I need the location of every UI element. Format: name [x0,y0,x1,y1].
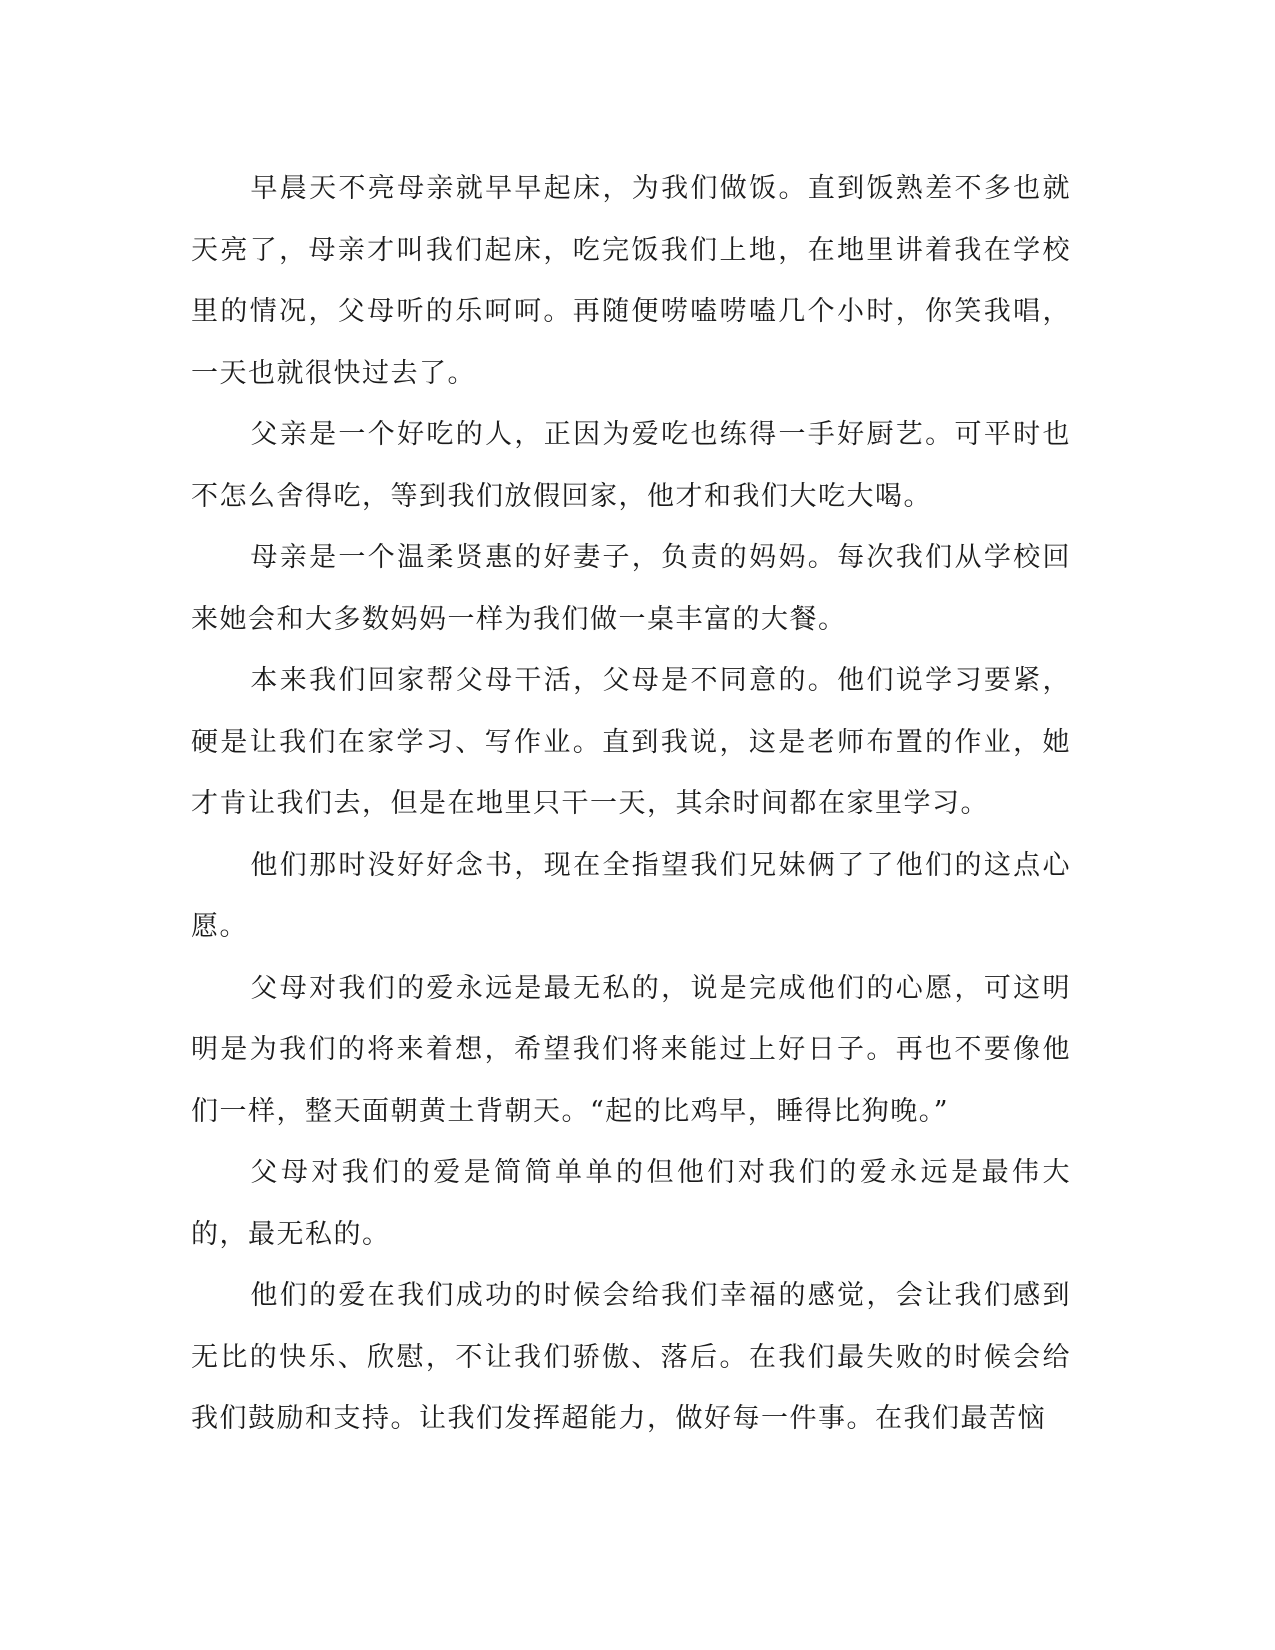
paragraph: 早晨天不亮母亲就早早起床，为我们做饭。直到饭熟差不多也就天亮了，母亲才叫我们起床，吃完饭我们上地，在地里讲着我在学校里的情况，父母听的乐呵呵。再随便唠嗑唠嗑几个小时，你笑我唱，一天也就很快过去了。 [191,173,1071,389]
paragraph: 父母对我们的爱是简简单单的但他们对我们的爱永远是最伟大的，最无私的。 [191,1157,1071,1250]
paragraph: 本来我们回家帮父母干活，父母是不同意的。他们说学习要紧，硬是让我们在家学习、写作业。直到我说，这是老师布置的作业，她才肯让我们去，但是在地里只干一天，其余时间都在家里学习。 [191,665,1071,819]
paragraph: 父亲是一个好吃的人，正因为爱吃也练得一手好厨艺。可平时也不怎么舍得吃，等到我们放假回家，他才和我们大吃大喝。 [191,419,1071,512]
document-body [191,158,1071,1450]
paragraph: 母亲是一个温柔贤惠的好妻子，负责的妈妈。每次我们从学校回来她会和大多数妈妈一样为我们做一桌丰富的大餐。 [191,542,1071,635]
paragraph: 父母对我们的爱永远是最无私的，说是完成他们的心愿，可这明明是为我们的将来着想，希望我们将来能过上好日子。再也不要像他们一样，整天面朝黄土背朝天。“起的比鸡早，睡得比狗晚。” [191,972,1071,1127]
paragraph: 他们那时没好好念书，现在全指望我们兄妹俩了了他们的这点心愿。 [191,849,1071,942]
paragraph: 他们的爱在我们成功的时候会给我们幸福的感觉，会让我们感到无比的快乐、欣慰，不让我们骄傲、落后。在我们最失败的时候会给我们鼓励和支持。让我们发挥超能力，做好每一件事。在我们最苦恼 [191,1280,1071,1434]
